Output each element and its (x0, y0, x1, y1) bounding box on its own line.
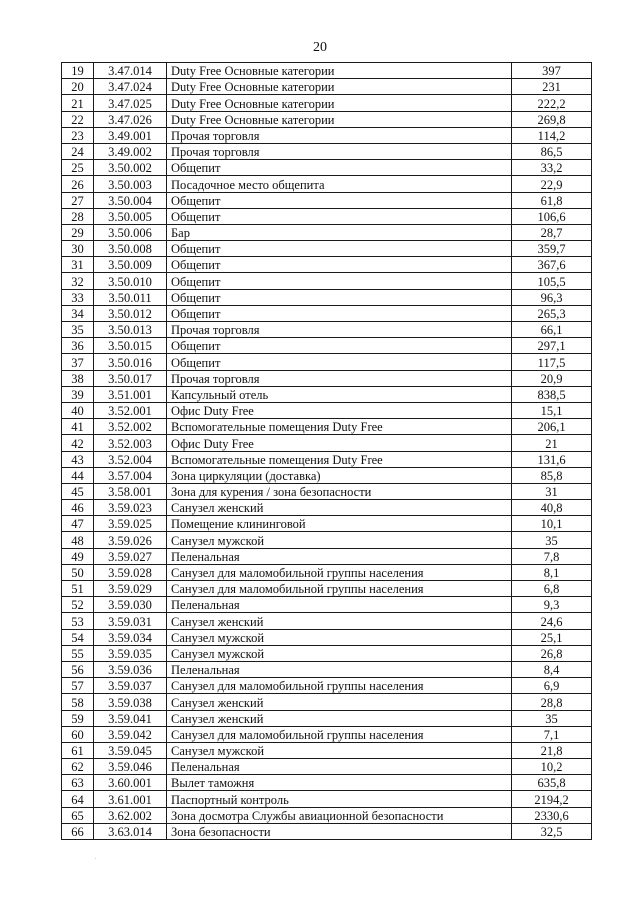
room-name-cell: Санузел мужской (167, 532, 512, 548)
table-row (62, 257, 592, 273)
area-cell: 7,8 (512, 548, 592, 564)
room-code-cell: 3.59.029 (94, 581, 167, 597)
table-row (62, 370, 592, 386)
room-code-cell: 3.50.016 (94, 354, 167, 370)
row-number-cell: 19 (62, 63, 94, 79)
room-code-cell: 3.50.015 (94, 338, 167, 354)
table-row (62, 516, 592, 532)
page-number: 20 (313, 40, 327, 55)
row-number-cell: 47 (62, 516, 94, 532)
room-code-cell: 3.59.045 (94, 742, 167, 758)
area-cell: 6,8 (512, 581, 592, 597)
room-name-cell: Общепит (167, 354, 512, 370)
row-number-cell: 45 (62, 483, 94, 499)
area-cell: 222,2 (512, 95, 592, 111)
table-row (62, 160, 592, 176)
table-row (62, 726, 592, 742)
premises-table-body (62, 63, 592, 840)
room-code-cell: 3.60.001 (94, 775, 167, 791)
room-code-cell: 3.52.001 (94, 402, 167, 418)
row-number-cell: 60 (62, 726, 94, 742)
area-cell: 117,5 (512, 354, 592, 370)
room-name-cell: Duty Free Основные категории (167, 95, 512, 111)
row-number-cell: 40 (62, 402, 94, 418)
area-cell: 21 (512, 435, 592, 451)
area-cell: 32,5 (512, 823, 592, 839)
room-name-cell: Зона для курения / зона безопасности (167, 483, 512, 499)
row-number-cell: 55 (62, 645, 94, 661)
room-name-cell: Общепит (167, 257, 512, 273)
row-number-cell: 66 (62, 823, 94, 839)
table-row (62, 629, 592, 645)
room-name-cell: Офис Duty Free (167, 402, 512, 418)
area-cell: 10,1 (512, 516, 592, 532)
room-name-cell: Офис Duty Free (167, 435, 512, 451)
table-row (62, 402, 592, 418)
table-row (62, 419, 592, 435)
table-row (62, 111, 592, 127)
room-code-cell: 3.61.001 (94, 791, 167, 807)
room-name-cell: Общепит (167, 338, 512, 354)
table-row (62, 354, 592, 370)
row-number-cell: 24 (62, 143, 94, 159)
row-number-cell: 43 (62, 451, 94, 467)
room-name-cell: Санузел женский (167, 710, 512, 726)
row-number-cell: 57 (62, 678, 94, 694)
table-row (62, 386, 592, 402)
area-cell: 397 (512, 63, 592, 79)
room-name-cell: Общепит (167, 273, 512, 289)
row-number-cell: 23 (62, 127, 94, 143)
table-row (62, 791, 592, 807)
room-code-cell: 3.50.010 (94, 273, 167, 289)
room-code-cell: 3.52.004 (94, 451, 167, 467)
room-name-cell: Прочая торговля (167, 322, 512, 338)
room-name-cell: Пеленальная (167, 597, 512, 613)
row-number-cell: 27 (62, 192, 94, 208)
room-name-cell: Общепит (167, 289, 512, 305)
area-cell: 24,6 (512, 613, 592, 629)
room-name-cell: Санузел женский (167, 694, 512, 710)
room-name-cell: Зона досмотра Службы авиационной безопасности (167, 807, 512, 823)
area-cell: 2194,2 (512, 791, 592, 807)
row-number-cell: 65 (62, 807, 94, 823)
room-code-cell: 3.50.005 (94, 208, 167, 224)
room-code-cell: 3.62.002 (94, 807, 167, 823)
room-name-cell: Санузел мужской (167, 629, 512, 645)
area-cell: 85,8 (512, 467, 592, 483)
table-row (62, 95, 592, 111)
table-row (62, 192, 592, 208)
room-code-cell: 3.50.003 (94, 176, 167, 192)
table-row (62, 143, 592, 159)
area-cell: 8,1 (512, 564, 592, 580)
area-cell: 105,5 (512, 273, 592, 289)
room-name-cell: Duty Free Основные категории (167, 111, 512, 127)
area-cell: 265,3 (512, 305, 592, 321)
row-number-cell: 33 (62, 289, 94, 305)
area-cell: 40,8 (512, 500, 592, 516)
room-name-cell: Посадочное место общепита (167, 176, 512, 192)
room-code-cell: 3.59.030 (94, 597, 167, 613)
row-number-cell: 41 (62, 419, 94, 435)
room-name-cell: Санузел женский (167, 500, 512, 516)
room-code-cell: 3.50.009 (94, 257, 167, 273)
room-code-cell: 3.59.042 (94, 726, 167, 742)
area-cell: 635,8 (512, 775, 592, 791)
room-name-cell: Duty Free Основные категории (167, 79, 512, 95)
area-cell: 26,8 (512, 645, 592, 661)
table-row (62, 241, 592, 257)
room-name-cell: Санузел мужской (167, 645, 512, 661)
area-cell: 15,1 (512, 402, 592, 418)
room-code-cell: 3.50.004 (94, 192, 167, 208)
room-code-cell: 3.57.004 (94, 467, 167, 483)
area-cell: 838,5 (512, 386, 592, 402)
room-code-cell: 3.59.031 (94, 613, 167, 629)
room-name-cell: Санузел для маломобильной группы населения (167, 726, 512, 742)
room-code-cell: 3.59.026 (94, 532, 167, 548)
room-code-cell: 3.50.012 (94, 305, 167, 321)
room-name-cell: Санузел для маломобильной группы населения (167, 678, 512, 694)
row-number-cell: 52 (62, 597, 94, 613)
area-cell: 28,7 (512, 224, 592, 240)
row-number-cell: 28 (62, 208, 94, 224)
area-cell: 106,6 (512, 208, 592, 224)
room-code-cell: 3.52.003 (94, 435, 167, 451)
room-code-cell: 3.59.041 (94, 710, 167, 726)
row-number-cell: 51 (62, 581, 94, 597)
table-row (62, 500, 592, 516)
room-code-cell: 3.47.014 (94, 63, 167, 79)
room-name-cell: Пеленальная (167, 548, 512, 564)
room-name-cell: Вспомогательные помещения Duty Free (167, 451, 512, 467)
area-cell: 22,9 (512, 176, 592, 192)
room-code-cell: 3.59.037 (94, 678, 167, 694)
scan-artifact (95, 858, 96, 859)
room-name-cell: Санузел женский (167, 613, 512, 629)
room-name-cell: Прочая торговля (167, 127, 512, 143)
area-cell: 10,2 (512, 759, 592, 775)
area-cell: 359,7 (512, 241, 592, 257)
room-code-cell: 3.59.027 (94, 548, 167, 564)
area-cell: 2330,6 (512, 807, 592, 823)
table-row (62, 597, 592, 613)
row-number-cell: 64 (62, 791, 94, 807)
table-row (62, 694, 592, 710)
room-code-cell: 3.52.002 (94, 419, 167, 435)
table-row (62, 273, 592, 289)
room-code-cell: 3.58.001 (94, 483, 167, 499)
area-cell: 114,2 (512, 127, 592, 143)
room-code-cell: 3.59.035 (94, 645, 167, 661)
area-cell: 86,5 (512, 143, 592, 159)
row-number-cell: 21 (62, 95, 94, 111)
row-number-cell: 32 (62, 273, 94, 289)
row-number-cell: 53 (62, 613, 94, 629)
table-row (62, 775, 592, 791)
row-number-cell: 48 (62, 532, 94, 548)
table-row (62, 63, 592, 79)
area-cell: 9,3 (512, 597, 592, 613)
room-code-cell: 3.50.011 (94, 289, 167, 305)
room-name-cell: Бар (167, 224, 512, 240)
row-number-cell: 35 (62, 322, 94, 338)
row-number-cell: 31 (62, 257, 94, 273)
area-cell: 297,1 (512, 338, 592, 354)
table-row (62, 564, 592, 580)
room-code-cell: 3.59.023 (94, 500, 167, 516)
table-row (62, 467, 592, 483)
area-cell: 35 (512, 532, 592, 548)
row-number-cell: 26 (62, 176, 94, 192)
room-name-cell: Общепит (167, 160, 512, 176)
row-number-cell: 30 (62, 241, 94, 257)
row-number-cell: 29 (62, 224, 94, 240)
table-row (62, 208, 592, 224)
room-code-cell: 3.51.001 (94, 386, 167, 402)
room-name-cell: Общепит (167, 208, 512, 224)
row-number-cell: 46 (62, 500, 94, 516)
row-number-cell: 42 (62, 435, 94, 451)
table-row (62, 759, 592, 775)
table-row (62, 678, 592, 694)
area-cell: 96,3 (512, 289, 592, 305)
area-cell: 131,6 (512, 451, 592, 467)
row-number-cell: 36 (62, 338, 94, 354)
row-number-cell: 62 (62, 759, 94, 775)
room-name-cell: Прочая торговля (167, 370, 512, 386)
row-number-cell: 59 (62, 710, 94, 726)
room-name-cell: Зона циркуляции (доставка) (167, 467, 512, 483)
premises-table (61, 62, 592, 840)
room-code-cell: 3.50.002 (94, 160, 167, 176)
room-name-cell: Общепит (167, 241, 512, 257)
row-number-cell: 63 (62, 775, 94, 791)
table-row (62, 483, 592, 499)
table-row (62, 710, 592, 726)
table-row (62, 305, 592, 321)
area-cell: 31 (512, 483, 592, 499)
area-cell: 8,4 (512, 661, 592, 677)
table-row (62, 451, 592, 467)
row-number-cell: 25 (62, 160, 94, 176)
row-number-cell: 38 (62, 370, 94, 386)
room-name-cell: Капсульный отель (167, 386, 512, 402)
room-code-cell: 3.59.046 (94, 759, 167, 775)
table-row (62, 613, 592, 629)
row-number-cell: 49 (62, 548, 94, 564)
room-name-cell: Duty Free Основные категории (167, 63, 512, 79)
table-row (62, 548, 592, 564)
table-row (62, 435, 592, 451)
table-row (62, 742, 592, 758)
room-code-cell: 3.49.002 (94, 143, 167, 159)
room-name-cell: Зона безопасности (167, 823, 512, 839)
area-cell: 25,1 (512, 629, 592, 645)
room-name-cell: Санузел мужской (167, 742, 512, 758)
room-name-cell: Пеленальная (167, 661, 512, 677)
row-number-cell: 22 (62, 111, 94, 127)
area-cell: 206,1 (512, 419, 592, 435)
room-name-cell: Санузел для маломобильной группы населения (167, 581, 512, 597)
room-name-cell: Прочая торговля (167, 143, 512, 159)
table-row (62, 176, 592, 192)
table-row (62, 224, 592, 240)
row-number-cell: 34 (62, 305, 94, 321)
room-code-cell: 3.59.028 (94, 564, 167, 580)
room-code-cell: 3.47.024 (94, 79, 167, 95)
table-row (62, 289, 592, 305)
area-cell: 20,9 (512, 370, 592, 386)
area-cell: 21,8 (512, 742, 592, 758)
area-cell: 7,1 (512, 726, 592, 742)
table-row (62, 645, 592, 661)
area-cell: 269,8 (512, 111, 592, 127)
room-code-cell: 3.50.006 (94, 224, 167, 240)
room-code-cell: 3.63.014 (94, 823, 167, 839)
room-name-cell: Общепит (167, 192, 512, 208)
room-code-cell: 3.47.026 (94, 111, 167, 127)
area-cell: 6,9 (512, 678, 592, 694)
room-code-cell: 3.59.025 (94, 516, 167, 532)
row-number-cell: 54 (62, 629, 94, 645)
room-name-cell: Санузел для маломобильной группы населения (167, 564, 512, 580)
area-cell: 61,8 (512, 192, 592, 208)
room-code-cell: 3.59.038 (94, 694, 167, 710)
room-code-cell: 3.50.008 (94, 241, 167, 257)
area-cell: 28,8 (512, 694, 592, 710)
table-row (62, 79, 592, 95)
row-number-cell: 44 (62, 467, 94, 483)
table-row (62, 127, 592, 143)
row-number-cell: 37 (62, 354, 94, 370)
row-number-cell: 39 (62, 386, 94, 402)
table-row (62, 322, 592, 338)
table-row (62, 823, 592, 839)
room-code-cell: 3.59.036 (94, 661, 167, 677)
area-cell: 367,6 (512, 257, 592, 273)
row-number-cell: 56 (62, 661, 94, 677)
room-name-cell: Общепит (167, 305, 512, 321)
table-row (62, 338, 592, 354)
room-name-cell: Вспомогательные помещения Duty Free (167, 419, 512, 435)
room-name-cell: Паспортный контроль (167, 791, 512, 807)
area-cell: 33,2 (512, 160, 592, 176)
room-code-cell: 3.50.017 (94, 370, 167, 386)
row-number-cell: 50 (62, 564, 94, 580)
room-code-cell: 3.49.001 (94, 127, 167, 143)
room-name-cell: Помещение клининговой (167, 516, 512, 532)
row-number-cell: 61 (62, 742, 94, 758)
room-code-cell: 3.47.025 (94, 95, 167, 111)
row-number-cell: 58 (62, 694, 94, 710)
table-row (62, 581, 592, 597)
area-cell: 66,1 (512, 322, 592, 338)
room-code-cell: 3.50.013 (94, 322, 167, 338)
table-row (62, 661, 592, 677)
area-cell: 231 (512, 79, 592, 95)
area-cell: 35 (512, 710, 592, 726)
table-row (62, 807, 592, 823)
row-number-cell: 20 (62, 79, 94, 95)
room-code-cell: 3.59.034 (94, 629, 167, 645)
room-name-cell: Вылет таможня (167, 775, 512, 791)
room-name-cell: Пеленальная (167, 759, 512, 775)
table-row (62, 532, 592, 548)
